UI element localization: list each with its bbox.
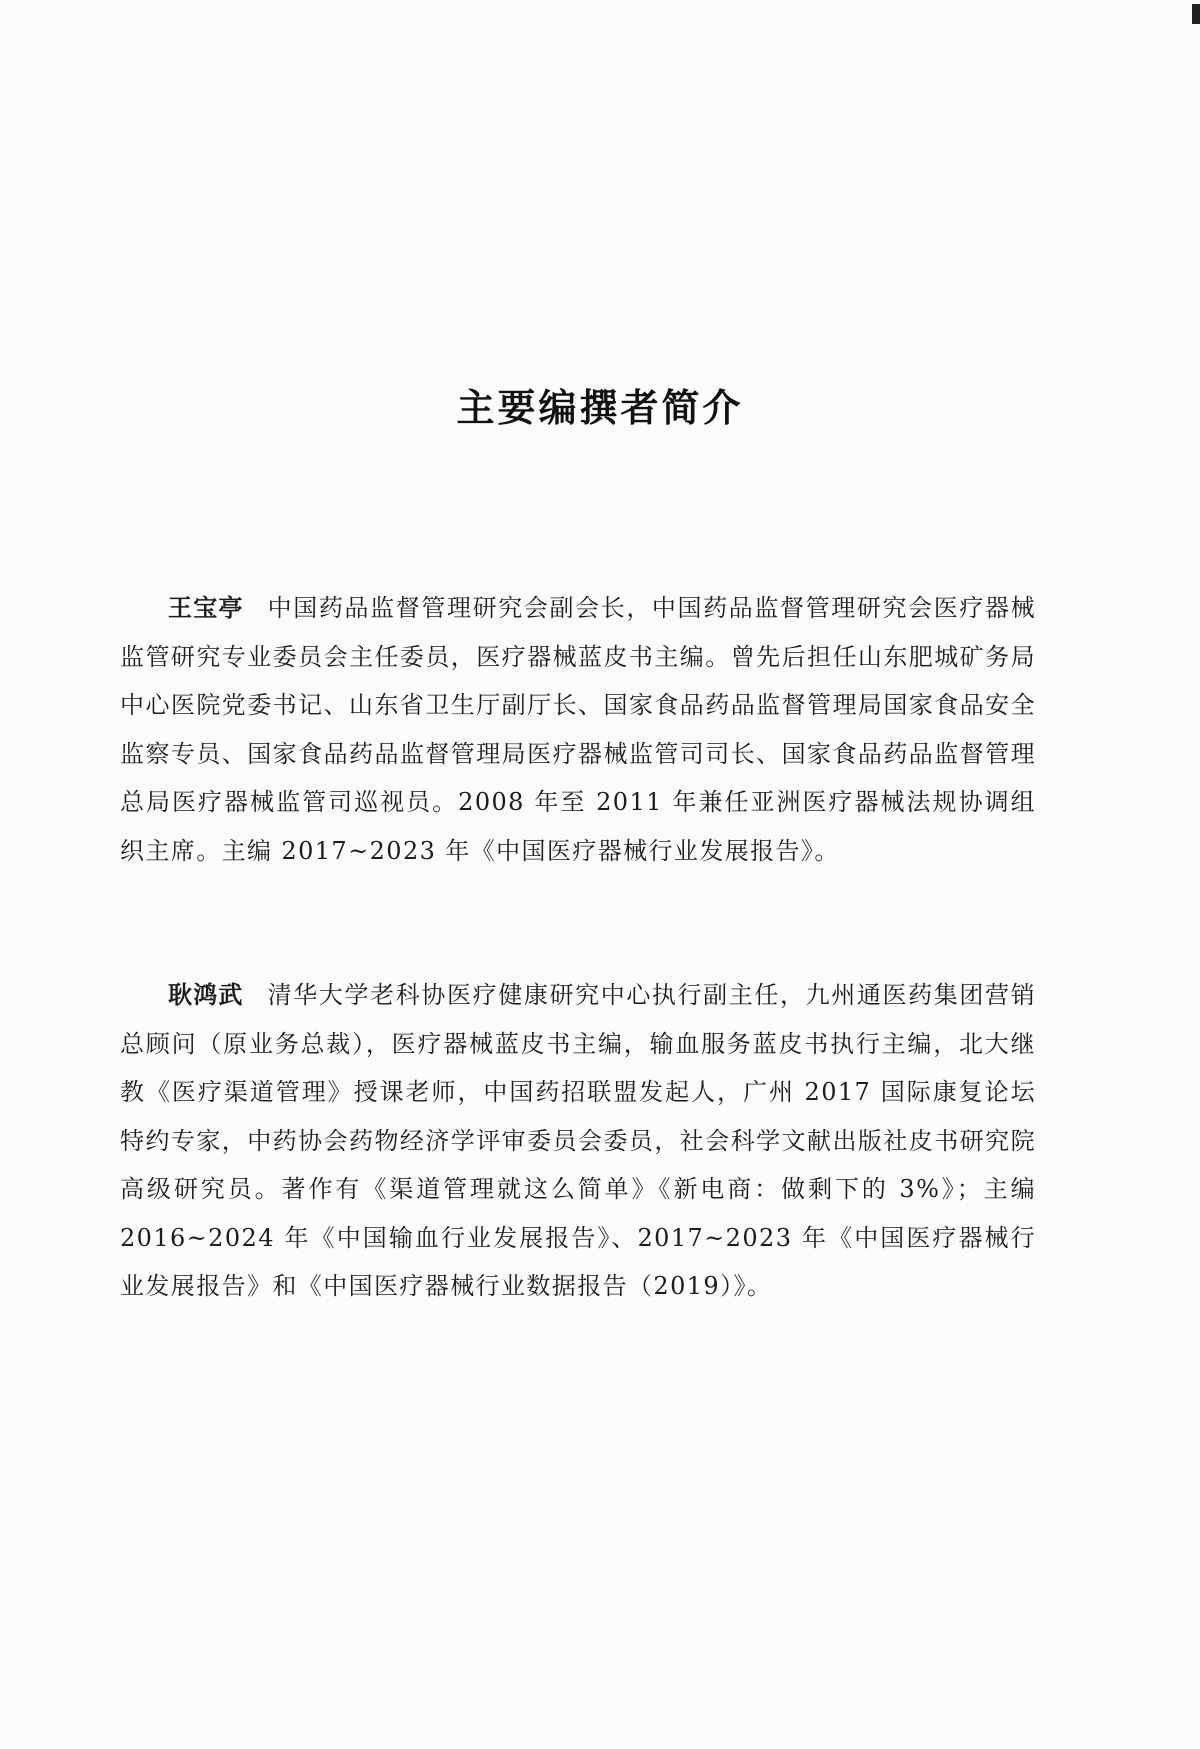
author-bio-wang: [120, 584, 1036, 875]
scan-edge-mark: [1192, 4, 1200, 24]
author-name: 耿鸿武: [168, 981, 244, 1009]
author-bio-text: 清华大学老科协医疗健康研究中心执行副主任，九州通医药集团营销总顾问（原业务总裁），医疗器械蓝皮书主编，输血服务蓝皮书执行主编，北大继教《医疗渠道管理》授课老师，中国药招联盟发起人，广州 2017 国际康复论坛特约专家，中药协会药物经济学评审委员会委员，社会科学文献出版社皮书研究院高级研究员。著作有《渠道管理就这么简单》《新电商：做剩下的 3%》；主编 2016~2024 年《中国输血行业发展报告》、2017~2023 年《中国医疗器械行业发展报告》和《中国医疗器械行业数据报告（2019）》。: [120, 981, 1036, 1300]
page-title: 主要编撰者简介: [456, 386, 744, 431]
author-bio-geng: [120, 971, 1036, 1311]
author-name: 王宝亭: [168, 594, 244, 622]
author-bio-text: 中国药品监督管理研究会副会长，中国药品监督管理研究会医疗器械监管研究专业委员会主任委员，医疗器械蓝皮书主编。曾先后担任山东肥城矿务局中心医院党委书记、山东省卫生厅副厅长、国家食品药品监督管理局国家食品安全监察专员、国家食品药品监督管理局医疗器械监管司司长、国家食品药品监督管理总局医疗器械监管司巡视员。2008 年至 2011 年兼任亚洲医疗器械法规协调组织主席。主编 2017~2023 年《中国医疗器械行业发展报告》。: [120, 594, 1036, 865]
